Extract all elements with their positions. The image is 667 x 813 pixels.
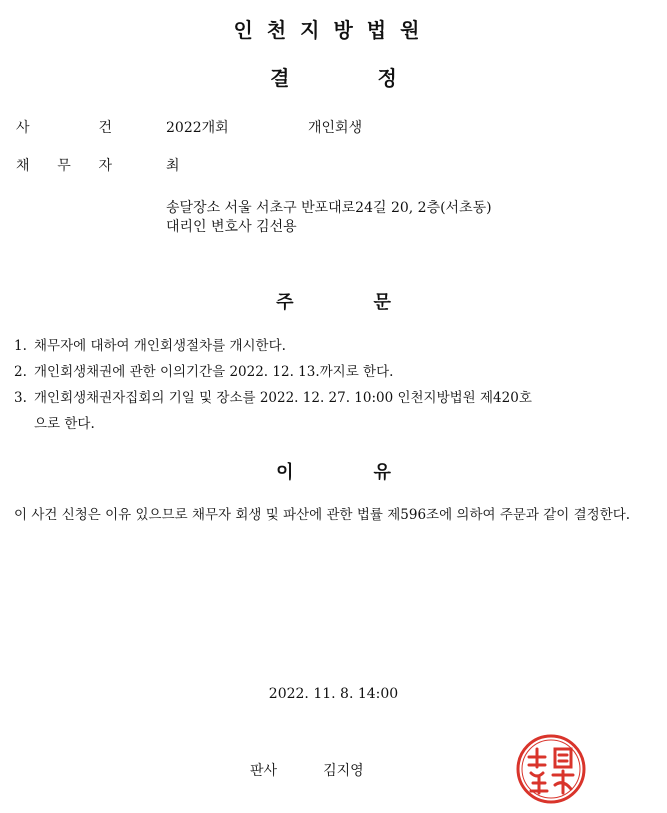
order-number: 2. <box>14 364 27 380</box>
order-item <box>14 334 646 354</box>
court-seal-icon <box>515 733 587 805</box>
decision-date: 2022. 11. 8. 14:00 <box>268 686 399 702</box>
case-number: 2022개회 <box>166 120 229 136</box>
case-label-char: 건 <box>98 120 112 136</box>
title-char-right: 정 <box>377 66 397 90</box>
debtor-address: 송달장소 서울 서초구 반포대로24길 20, 2층(서초동) <box>166 200 492 216</box>
order-item <box>14 386 646 406</box>
reason-heading <box>0 458 667 484</box>
debtor-label-char: 채 <box>16 158 30 174</box>
debtor-label-char: 무 <box>57 158 71 174</box>
order-item <box>14 360 646 380</box>
reason-heading-left: 이 <box>276 462 294 483</box>
debtor-agent: 대리인 변호사 김선용 <box>166 219 297 235</box>
order-number: 1. <box>14 338 27 354</box>
judge-name: 김지영 <box>323 763 364 779</box>
order-text-continued: 으로 한다. <box>34 416 95 432</box>
case-label-char: 사 <box>16 120 30 136</box>
debtor-label <box>16 155 112 175</box>
reason-heading-right: 유 <box>373 462 391 483</box>
judge-signature-line <box>250 760 364 780</box>
case-type: 개인회생 <box>308 120 363 136</box>
case-label <box>16 117 112 137</box>
order-heading <box>0 288 667 314</box>
court-name: 인천지방법원 <box>233 18 434 42</box>
order-text: 개인회생채권에 관한 이의기간을 2022. 12. 13.까지로 한다. <box>34 364 394 380</box>
judge-title: 판사 <box>250 763 278 779</box>
reason-text: 이 사건 신청은 이유 있으므로 채무자 회생 및 파산에 관한 법률 제596조에 의하여 주문과 같이 결정한다. <box>14 507 631 523</box>
order-heading-left: 주 <box>276 292 294 313</box>
debtor-label-char: 자 <box>98 158 112 174</box>
order-text: 채무자에 대하여 개인회생절차를 개시한다. <box>34 338 286 354</box>
debtor-name: 최 <box>166 158 180 174</box>
order-number: 3. <box>14 390 27 406</box>
document-title <box>0 62 667 91</box>
title-char-left: 결 <box>270 66 290 90</box>
order-heading-right: 문 <box>373 292 391 313</box>
order-text: 개인회생채권자집회의 기일 및 장소를 2022. 12. 27. 10:00 인천지방법원 제420호 <box>34 390 532 406</box>
